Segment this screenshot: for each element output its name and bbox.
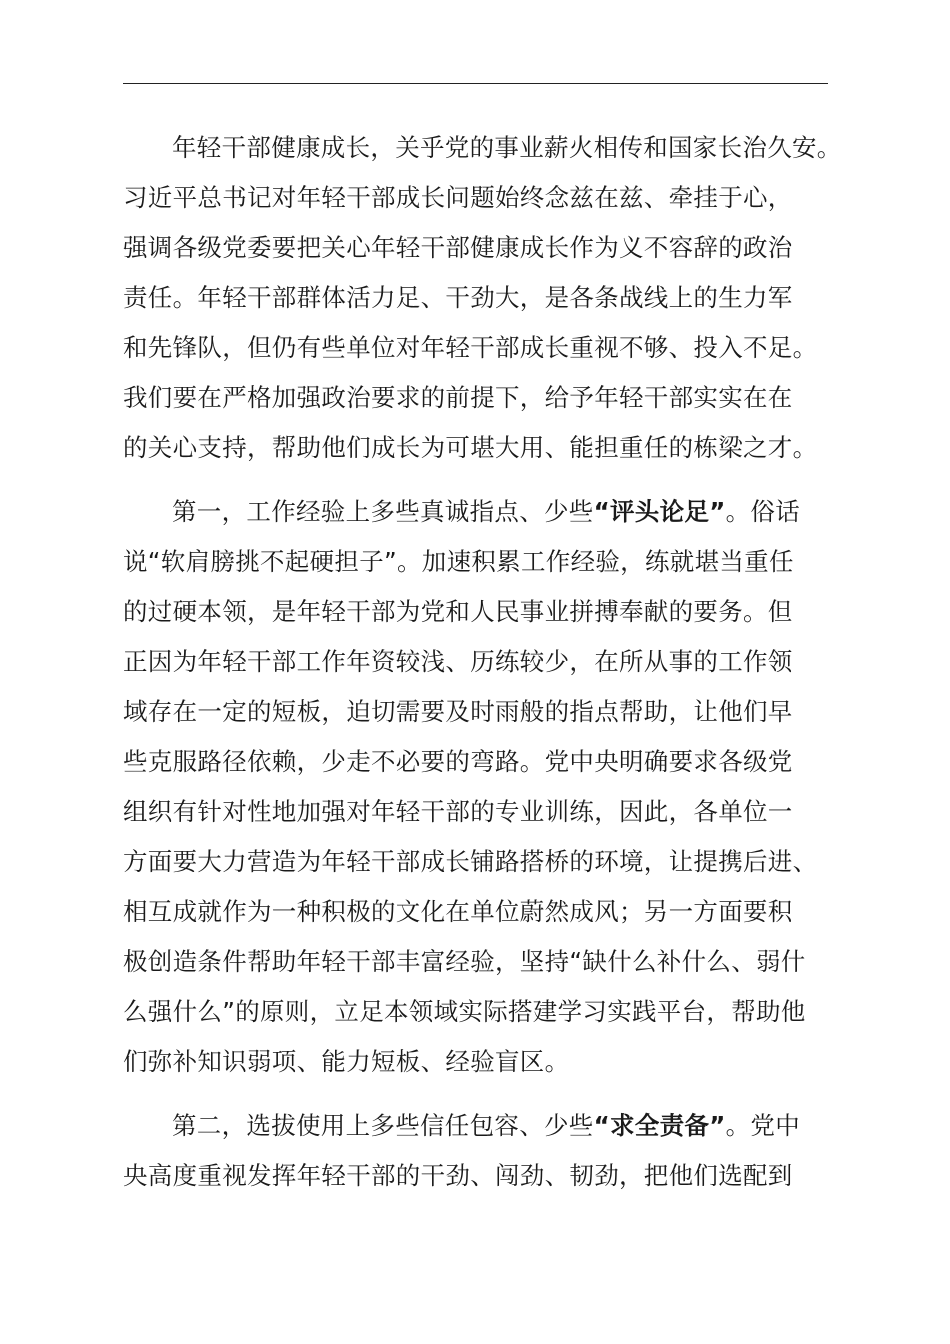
paragraph-second-point xyxy=(123,1101,843,1201)
paragraph-second-point-quote: “求全责备” xyxy=(593,1111,726,1140)
document-body xyxy=(123,123,843,1201)
paragraph-first-point-quote: “评头论足” xyxy=(593,497,726,526)
paragraph-intro: 年轻干部健康成长，关乎党的事业薪火相传和国家长治久安。 习近平总书记对年轻干部成长问题始终念兹在兹、牵挂于心， 强调各级党委要把关心年轻干部健康成长作为义不容辞的政治 责任。年轻干部群体活力足、干劲大，是各条战线上的生力军 和先锋队，但仍有些单位对年轻干部成长重视不够、投入不足。 我们要在严格加强政治要求的前提下，给予年轻干部实实在在 的关心支持，帮助他们成长为可堪大用、能担重任的栋梁之才。 xyxy=(123,133,842,462)
paragraph-first-point-lead: 第一，工作经验上多些真诚指点、少些 xyxy=(172,497,594,526)
paragraph-second-point-body: 。党中 央高度重视发挥年轻干部的干劲、闯劲、韧劲，把他们选配到 xyxy=(123,1111,801,1190)
paragraph-second-point-lead: 第二，选拔使用上多些信任包容、少些 xyxy=(172,1111,594,1140)
paragraph-first-point-body: 。俗话 说“软肩膀挑不起硬担子”。加速积累工作经验，练就堪当重任 的过硬本领，是年轻干部为党和人民事业拼搏奉献的要务。但 正因为年轻干部工作年资较浅、历练较少，在所从事的工作领 域存在一定的短板，迫切需要及时雨般的指点帮助，让他们早 些克服路径依赖，少走不必要的弯路。党中央明确要求各级党 组织有针对性地加强对年轻干部的专业训练，因此，各单位一 方面要大力营造为年轻干部成长铺路搭桥的环境，让提携后进、 相互成就作为一种积极的文化在单位蔚然成风；另一方面要积 极创造条件帮助年轻干部丰富经验，坚持“缺什么补什么、弱什 么强什么”的原则，立足本领域实际搭建学习实践平台，帮助他 们弥补知识弱项、能力短板、经验盲区。 xyxy=(123,497,818,1076)
paragraph-first-point xyxy=(123,487,843,1087)
header-rule xyxy=(123,83,828,84)
